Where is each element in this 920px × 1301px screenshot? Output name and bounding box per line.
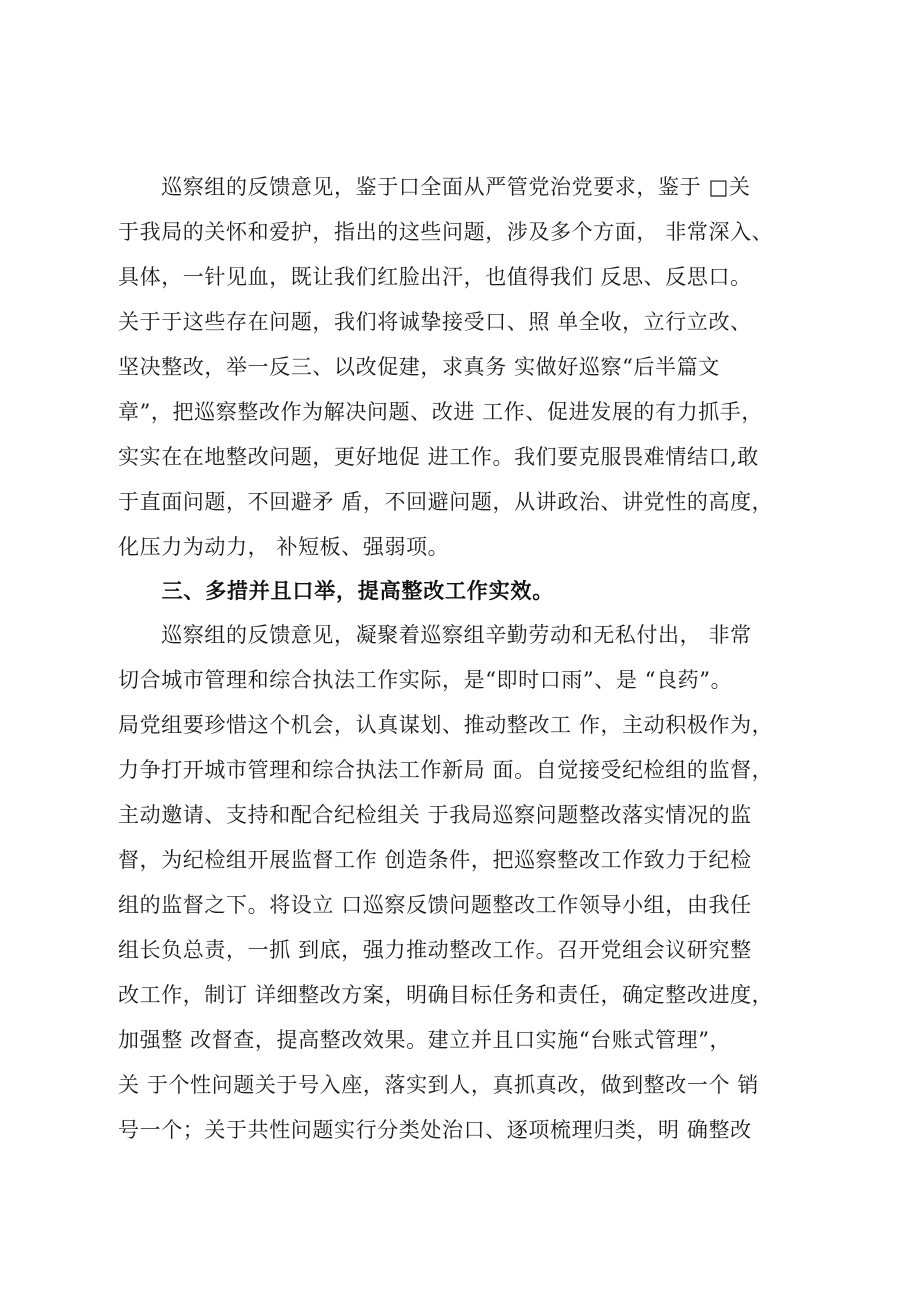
paragraph-2-line-11: 关 于个性问题关于号入座，落实到人，真抓真改，做到整改一个 销 bbox=[118, 1073, 759, 1097]
paragraph-1-line-9: 化压力为动力， 补短板、强弱项。 bbox=[118, 535, 450, 559]
paragraph-1-line-6: 章”，把巡察整改作为解决问题、改进 工作、促进发展的有力抓手， bbox=[118, 400, 764, 424]
paragraph-1-line-8: 于直面问题，不回避矛 盾，不回避问题，从讲政治、讲党性的高度， bbox=[118, 490, 774, 514]
section-heading: 三、多措并且口举，提高整改工作实效。 bbox=[118, 579, 554, 603]
paragraph-2-line-8: 组长负总责，一抓 到底，强力推动整改工作。召开党组会议研究整 bbox=[118, 938, 752, 962]
paragraph-2-line-10: 加强整 改督查，提高整改效果。建立并且口实施“台账式管理”， bbox=[118, 1028, 732, 1052]
paragraph-2-line-1: 巡察组的反馈意见，凝聚着巡察组辛勤劳动和无私付出， 非常 bbox=[118, 623, 752, 647]
paragraph-2-line-6: 督，为纪检组开展监督工作 创造条件，把巡察整改工作致力于纪检 bbox=[118, 848, 752, 872]
paragraph-1-line-5: 坚决整改，举一反三、以改促建，求真务 实做好巡察“后半篇文 bbox=[118, 355, 720, 379]
paragraph-2-line-4: 力争打开城市管理和综合执法工作新局 面。自觉接受纪检组的监督， bbox=[118, 758, 774, 782]
paragraph-1-line-1: 巡察组的反馈意见，鉴于口全面从严管党治党要求，鉴于 □关 bbox=[118, 175, 751, 199]
paragraph-2-line-12: 号一个；关于共性问题实行分类处治口、逐项梳理归类，明 确整改 bbox=[118, 1118, 752, 1142]
paragraph-1-line-7: 实实在在地整改问题，更好地促 进工作。我们要克服畏难情结口,敢 bbox=[118, 445, 759, 469]
paragraph-2-line-2: 切合城市管理和综合执法工作实际，是“即时口雨”、是 “良药”。 bbox=[118, 668, 733, 692]
paragraph-1-line-2: 于我局的关怀和爱护，指出的这些问题，涉及多个方面， 非常深入、 bbox=[118, 220, 774, 244]
paragraph-1-line-4: 关于于这些存在问题，我们将诚挚接受口、照 单全收，立行立改、 bbox=[118, 310, 752, 334]
paragraph-1-line-3: 具体，一针见血，既让我们红脸出汗，也值得我们 反思、反思口。 bbox=[118, 265, 752, 289]
paragraph-2-line-9: 改工作，制订 详细整改方案，明确目标任务和责任，确定整改进度， bbox=[118, 983, 774, 1007]
paragraph-2-line-5: 主动邀请、支持和配合纪检组关 于我局巡察问题整改落实情况的监 bbox=[118, 803, 752, 827]
paragraph-2-line-7: 组的监督之下。将设立 口巡察反馈问题整改工作领导小组，由我任 bbox=[118, 893, 752, 917]
paragraph-2-line-3: 局党组要珍惜这个机会，认真谋划、推动整改工 作，主动积极作为， bbox=[118, 713, 774, 737]
